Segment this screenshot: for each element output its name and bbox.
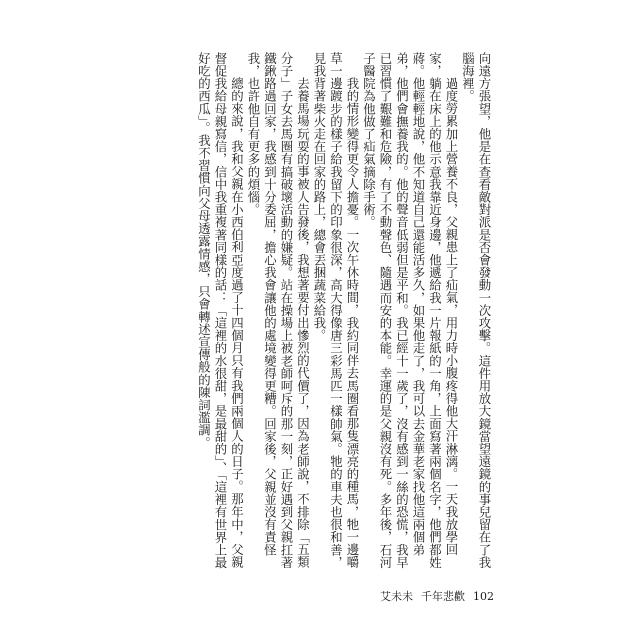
footer-book-title: 千年悲歡 — [421, 590, 465, 603]
paragraph-4: 去養馬場玩耍的事被人告發後，我想著要付出慘烈的代價了，因為老師說，不排除「五類分子」子女去馬圈有搞破壞活動的嫌疑。站在操場上被老師呵斥的那一刻，正好遇到父親扛著鐵鍬路過回家，我感到十分委屈，擔心我會讓他的處境變得更糟。回家後，父親並沒有責怪我，也許他自有更多的煩惱。 — [246, 52, 311, 569]
paragraph-3: 我的情形變得更令人擔憂。一次午休時間，我約同伴去馬圈看那隻漂亮的種馬，牠一邊嚼草一邊踱步的樣子給我留下的印象很深，高大得像唐三彩馬匹一樣帥氣。牠的車夫也很和善，見我背著柴火走在回家的路上，總會丟捆蔬菜給我。 — [312, 52, 360, 569]
page-number: 102 — [473, 590, 494, 603]
paragraph-2: 過度勞累加上營養不良，父親患上了疝氣，用力時小腹疼得他大汗淋漓。一天我放學回家，躺在床上的他示意我靠近身邊，他遞給我一片報紙的一角，上面寫著兩個名字，他們都姓蔣。他輕輕地說，他不知道自己還能活多久，如果他走了，我可以去金華老家找他這兩個弟弟，他們會撫養我的。他的聲音低弱但是平和。我已經十一歲了，沒有感到一絲的恐慌，我早已習慣了艱難和危險，有了不動聲色、隨遇而安的本能。幸運的是父親沒有死。多年後，石河子醫院為他做了疝氣摘除手術。 — [361, 52, 459, 569]
body-text — [132, 52, 492, 572]
footer-author: 艾未未 — [380, 590, 413, 603]
paragraph-1: 向遠方張望，他是在查看敵對派是否會發動一次攻擊。這件用放大鏡當望遠鏡的事兒留在了我腦海裡。 — [460, 52, 492, 569]
paragraph-5: 總的來說，我和父親在小西伯利亞度過了十四個月只有我們兩個人的日子。那年中，父親督促我給母親寫信，信中我重複著同樣的話：「這裡的水很甜，是最甜的」、「這裡有世界上最好吃的西瓜」。我不習慣向父母透露情感，只會轉述宣傳般的陳詞濫調。 — [196, 52, 245, 569]
page-footer — [380, 588, 502, 604]
